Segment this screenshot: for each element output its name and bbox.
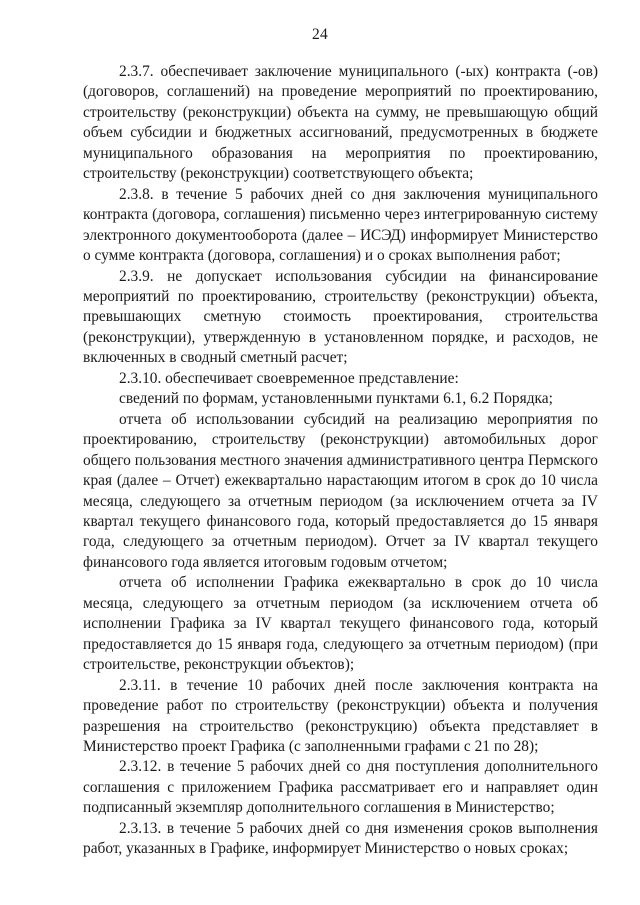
paragraph-2-3-12: 2.3.12. в течение 5 рабочих дней со дня поступления дополнительного соглашения с приложением Графика рассматривает его и направляет один подписанный экземпляр дополнительного соглашения в Министерство; [83, 758, 598, 817]
paragraph-schedule-report: отчета об исполнении Графика ежеквартально в срок до 10 числа месяца, следующего за отчетным периодом (за исключением отчета об исполнении Графика за IV квартал текущего финансового года, который предоставляется до 15 января года, следующего за отчетным периодом) (при строительстве, реконструкции объектов); [83, 574, 598, 674]
paragraph-2-3-11: 2.3.11. в течение 10 рабочих дней после заключения контракта на проведение работ по строительству (реконструкции) объекта и получения разрешения на строительство (реконструкцию) объекта представляет в Министерство проект Графика (с заполненными графами с 21 по 28); [83, 676, 598, 755]
paragraph-2-3-10: 2.3.10. обеспечивает своевременное представление: [119, 369, 459, 387]
paragraph-2-3-7: 2.3.7. обеспечивает заключение муниципального (-ых) контракта (-ов) (договоров, соглашений) на проведение мероприятий по проектированию, строительству (реконструкции) объекта на сумму, не превышающую общий объем субсидии и бюджетных ассигнований, предусмотренных в бюджете муниципального образования на мероприятия по проектированию, строительству (реконструкции) соответствующего объекта; [83, 63, 598, 183]
paragraph-2-3-9: 2.3.9. не допускает использования субсидии на финансирование мероприятий по проектированию, строительству (реконструкции) объекта, превышающих сметную стоимость проектирования, строительства (реконструкции), утвержденную в установленном порядке, и расходов, не включенных в сводный сметный расчет; [83, 267, 598, 367]
page-number: 24 [311, 26, 329, 43]
paragraph-forms-info: сведений по формам, установленными пунктами 6.1, 6.2 Порядка; [119, 390, 553, 408]
paragraph-2-3-8: 2.3.8. в течение 5 рабочих дней со дня заключения муниципального контракта (договора, соглашения) письменно через интегрированную систему электронного документооборота (далее – ИСЭД) информирует Министерство о сумме контракта (договора, соглашения) и о сроках выполнения работ; [83, 185, 598, 265]
paragraph-subsidy-report: отчета об использовании субсидий на реализацию мероприятия по проектированию, строительству (реконструкции) автомобильных дорог общего пользования местного значения административного центра Пермского края (далее – Отчет) ежеквартально нарастающим итогом в срок до 10 числа месяца, следующего за отчетным периодом (за исключением отчета за IV квартал текущего финансового года, который предоставляется до 15 января года, следующего за отчетным периодом). Отчет за IV квартал текущего финансового года является итоговым годовым отчетом; [83, 410, 598, 571]
paragraph-2-3-13: 2.3.13. в течение 5 рабочих дней со дня изменения сроков выполнения работ, указанных в Графике, информирует Министерство о новых сроках; [83, 819, 598, 858]
document-body [83, 62, 598, 860]
